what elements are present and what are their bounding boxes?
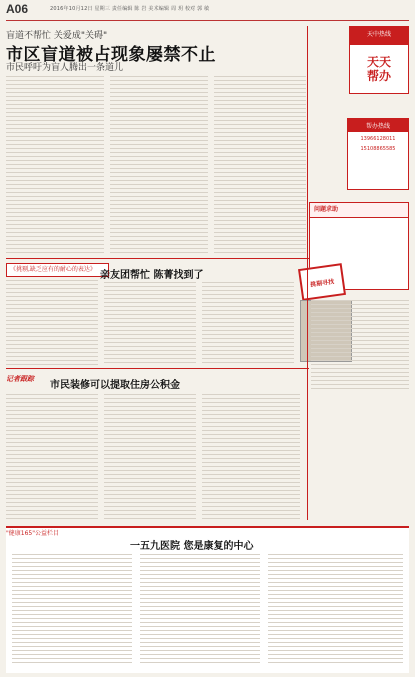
- article3-body-left: [6, 394, 98, 522]
- sidebar-text: [311, 300, 409, 390]
- article1-subhead: 市民呼吁为盲人腾出一条道儿: [6, 63, 124, 73]
- qa-title: 问题求助: [310, 203, 408, 218]
- column-logo: [349, 26, 409, 106]
- ad-tag: "健康165"公益栏目: [6, 530, 59, 537]
- page-meta: 2016年10月12日 星期三 责任编辑 陈 岩 美术编辑 周 玥 校对 郭 敏: [50, 6, 210, 12]
- article1-body-left: [6, 76, 104, 256]
- article1-headline: 市区盲道被占现象屡禁不止: [6, 45, 216, 65]
- logo-line2: 帮办: [366, 69, 391, 83]
- article3-tag: 记者跟踪: [6, 375, 34, 383]
- logo-line1: 天天: [366, 55, 391, 69]
- logo-top: 天中热线: [349, 26, 409, 44]
- divider-h1: [6, 258, 309, 259]
- article2-badge: 挑剔寻找: [298, 263, 346, 301]
- ad-title: 一五九医院 您是康复的中心: [130, 541, 254, 552]
- hotline-number-2: 15108865585: [360, 146, 396, 152]
- ad-body-left: [12, 554, 132, 664]
- article2-body-left: [6, 280, 98, 366]
- hotline-title: 帮办热线: [348, 119, 408, 132]
- article3-body-mid: [104, 394, 196, 522]
- ad-body-right: [268, 554, 403, 664]
- divider-v1: [307, 26, 308, 520]
- hotline-number-1: 13966128011: [360, 136, 396, 142]
- hotline-box: [347, 118, 409, 190]
- divider-h2: [6, 368, 309, 369]
- article2-body-mid: [104, 282, 196, 366]
- article2-headline: 亲友团帮忙 陈菁找到了: [100, 270, 204, 281]
- article3-body-right: [202, 394, 300, 522]
- ad-body-mid: [140, 554, 260, 664]
- article1-body-right: [214, 76, 306, 256]
- article3-headline: 市民装修可以提取住房公积金: [50, 380, 180, 391]
- article2-body-right: [202, 282, 294, 366]
- article1-kicker: 盲道不帮忙 关爱成"关碍": [6, 31, 108, 41]
- section-label: 《挑剔,缺乏应有的耐心的表达》: [6, 263, 109, 277]
- article1-body-mid: [110, 76, 208, 256]
- logo-main: [349, 44, 409, 94]
- page-number: A06: [6, 2, 29, 16]
